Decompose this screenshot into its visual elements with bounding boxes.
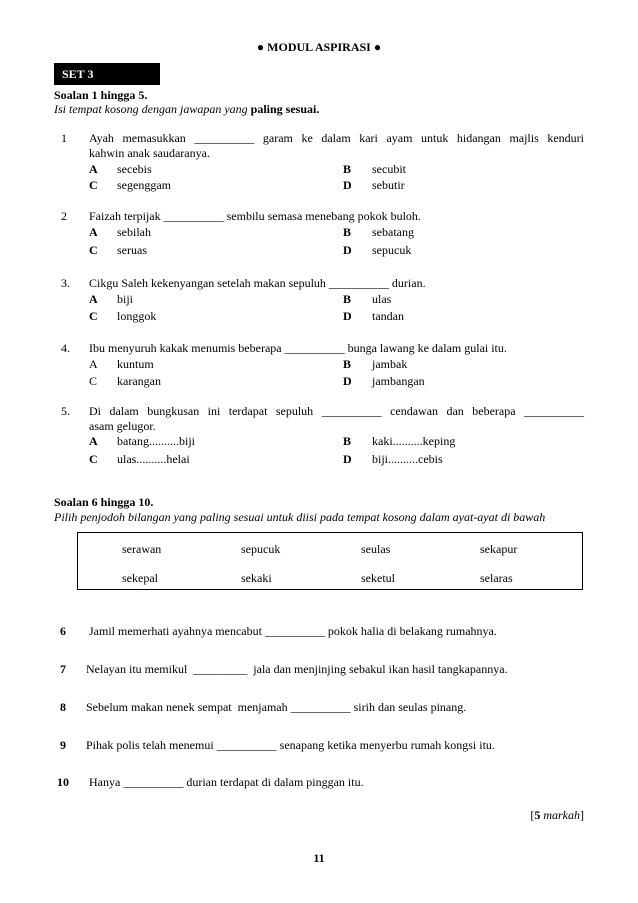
question-number: 10: [57, 775, 69, 789]
option-letter: A: [89, 162, 98, 176]
option-letter: D: [343, 243, 352, 257]
section2-instruction: Pilih penjodoh bilangan yang paling sesuai untuk diisi pada tempat kosong dalam ayat-ayat di bawah: [54, 510, 546, 524]
option-text: biji: [117, 292, 134, 306]
question-number: 4.: [61, 341, 70, 355]
question-text: Di dalam bungkusan ini terdapat sepuluh __________ cendawan dan beberapa __________: [89, 404, 584, 418]
option-letter: B: [343, 434, 352, 448]
option-letter: C: [89, 452, 98, 466]
question-number: 7: [60, 662, 66, 676]
option-text: jambak: [372, 357, 408, 371]
section2-title: Soalan 6 hingga 10.: [54, 495, 154, 509]
set-label: SET 3: [54, 63, 160, 85]
option-letter: A: [89, 225, 98, 239]
option-text: jambangan: [372, 374, 425, 388]
option-letter: C: [89, 178, 98, 192]
question-text: Faizah terpijak __________ sembilu semasa menebang pokok buloh.: [89, 209, 421, 223]
marks-bracket-close: ]: [580, 808, 584, 822]
option-text: biji..........cebis: [372, 452, 443, 466]
question-text: Hanya __________ durian terdapat di dalam pinggan itu.: [89, 775, 364, 789]
option-text: ulas: [372, 292, 392, 306]
option-text: karangan: [117, 374, 161, 388]
option-letter: B: [343, 162, 352, 176]
option-text: batang..........biji: [117, 434, 195, 448]
section1-instruction: [54, 102, 319, 117]
option-text: ulas..........helai: [117, 452, 190, 466]
option-text: segenggam: [117, 178, 171, 192]
question-number: 3.: [61, 276, 70, 290]
option-text: longgok: [117, 309, 157, 323]
option-text: kuntum: [117, 357, 154, 371]
word-bank-item: sekaki: [241, 571, 272, 585]
option-letter: D: [343, 309, 352, 323]
word-bank-item: selaras: [480, 571, 513, 585]
option-letter: B: [343, 225, 352, 239]
page-number: 11: [313, 851, 325, 865]
word-bank-item: sekepal: [122, 571, 158, 585]
marks-text: markah: [540, 808, 580, 822]
question-text-cont: asam gelugor.: [89, 419, 156, 433]
module-header: ● MODUL ASPIRASI ●: [256, 40, 382, 54]
option-text: sebilah: [117, 225, 151, 239]
word-bank: [77, 532, 583, 590]
word-bank-item: serawan: [122, 542, 162, 556]
option-text: sepucuk: [372, 243, 412, 257]
option-letter: C: [89, 374, 98, 388]
marks-bracket-open: [: [530, 808, 535, 822]
option-text: secebis: [117, 162, 152, 176]
option-letter: C: [89, 309, 98, 323]
word-bank-item: sepucuk: [241, 542, 281, 556]
question-number: 9: [60, 738, 66, 752]
question-text: Nelayan itu memikul _________ jala dan menjinjing sebakul ikan hasil tangkapannya.: [86, 662, 508, 676]
question-number: 1: [61, 131, 67, 145]
option-text: seruas: [117, 243, 147, 257]
marks-label: [500, 808, 584, 823]
option-text: sebutir: [372, 178, 405, 192]
marks-value: 5: [534, 808, 541, 822]
option-letter: D: [343, 452, 352, 466]
section1-title: Soalan 1 hingga 5.: [54, 88, 148, 102]
question-text: Cikgu Saleh kekenyangan setelah makan sepuluh __________ durian.: [89, 276, 426, 290]
question-number: 2: [61, 209, 67, 223]
question-text: Jamil memerhati ayahnya mencabut __________ pokok halia di belakang rumahnya.: [89, 624, 497, 638]
instruction-text: Isi tempat kosong dengan jawapan yang: [54, 102, 251, 116]
question-text-cont: kahwin anak saudaranya.: [89, 146, 210, 160]
option-letter: B: [343, 292, 352, 306]
option-text: sebatang: [372, 225, 414, 239]
option-letter: D: [343, 178, 352, 192]
option-letter: B: [343, 357, 352, 371]
question-number: 6: [60, 624, 66, 638]
word-bank-item: seulas: [361, 542, 391, 556]
instruction-emphasis: paling sesuai.: [250, 102, 320, 116]
question-text: Sebelum makan nenek sempat menjamah __________ sirih dan seulas pinang.: [86, 700, 467, 714]
question-number: 8: [60, 700, 66, 714]
word-bank-item: sekapur: [480, 542, 518, 556]
word-bank-item: seketul: [361, 571, 395, 585]
question-text: Ayah memasukkan __________ garam ke dalam kari ayam untuk hidangan majlis kenduri: [89, 131, 584, 145]
option-letter: A: [89, 292, 98, 306]
question-text: Pihak polis telah menemui __________ senapang ketika menyerbu rumah kongsi itu.: [86, 738, 495, 752]
option-text: kaki..........keping: [372, 434, 456, 448]
option-text: secubit: [372, 162, 406, 176]
option-letter: A: [89, 434, 98, 448]
option-text: tandan: [372, 309, 404, 323]
question-text: Ibu menyuruh kakak menumis beberapa __________ bunga lawang ke dalam gulai itu.: [89, 341, 507, 355]
question-number: 5.: [61, 404, 70, 418]
option-letter: C: [89, 243, 98, 257]
option-letter: A: [89, 357, 98, 371]
option-letter: D: [343, 374, 352, 388]
